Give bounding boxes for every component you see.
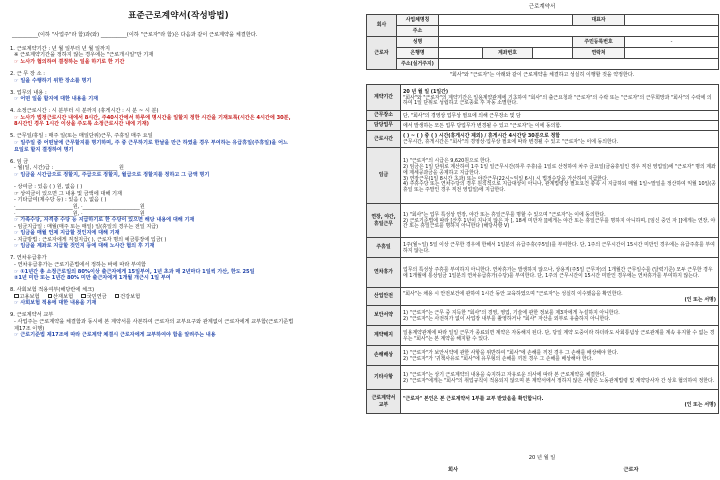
terms-label: 산업안전 [367, 288, 401, 306]
rrn-label: 주민등록번호 [573, 37, 625, 48]
agreement-text: "회사"와 "근로자"는 아래와 같이 근로계약을 체결하고 성실히 이행할 것을 약정한다. [449, 72, 635, 78]
form-footer [364, 455, 720, 473]
section-line: ※ 근로계약기간을 정하지 않는 경우에는 "근로개시일"만 기재 [14, 52, 154, 59]
company-label: 회사 [367, 15, 397, 37]
guide-section [10, 255, 347, 281]
section-heading: 3. 업무의 내용 : [10, 89, 47, 96]
contract-date: 20 년 월 일 [528, 455, 556, 461]
guide-section [10, 184, 347, 250]
section-line: ·______________________원, ·______________________원 [14, 210, 145, 217]
terms-content [401, 148, 719, 204]
terms-content [401, 326, 719, 346]
terms-row [367, 121, 719, 131]
terms-item: 업무의 특성상 주휴를 부여하지 아니한다. 연차휴가는 발생하지 않으나, 상용직(주5일 근무자)의 1개월간 근무일수를 (달력기준) 모두 근무한 경우에 1개월에 통상임금 1일분의 연차유급휴가(수당)를 부여한다. 단, 1주의 근무시간이 15시간 미만인 경우에는 연차휴가를 부여하지 않는다. [403, 266, 713, 279]
company-addr-field[interactable] [439, 26, 719, 37]
terms-content [401, 238, 719, 258]
section-heading: 6. 임 금 [10, 158, 29, 165]
checkbox-label: 고용보험 [19, 293, 40, 300]
checkbox-label: 건강보험 [120, 293, 141, 300]
terms-content [401, 390, 719, 414]
party-table [366, 14, 719, 70]
terms-item: 2) "근로자"가 '귀책사유로 "회사"에 유무형의 손해를 끼친 경우 그 손해를 배상해야 한다. [403, 355, 593, 362]
signature-mark[interactable]: (인 또는 서명) [684, 401, 716, 408]
terms-row [367, 346, 719, 366]
terms-label: 보안서약 [367, 306, 401, 326]
terms-emphasis: ( ) ~ ( ) 중 ( ) 시간(휴게시간 제외) / 휴게시간 4시간당 30분으로 정함 [403, 133, 561, 140]
guide-note: ☞ 노사가 법정근로시간 내에서 8시간, 주40시간에서 하루에 명시간을 일할지 정한 시간을 기재토록(시간은 4시간에 30분, [14, 114, 291, 121]
terms-item: 3) 연장근무(1일 8시간 초과) 또는 야간근무(22시~익일 6시) 시 법정수당을 가산하여 지급한다. [403, 175, 609, 182]
guide-note: ☞ 일을 수행하기 위한 장소를 명기 [14, 77, 92, 84]
guide-note: ☞ 근로기준법 제17조에 따라 근로계약 체결시 근로자에게 교부하여야 함을 알려주는 내용 [14, 332, 216, 339]
bank-label: 은행명 [397, 48, 439, 59]
terms-content [401, 258, 719, 288]
section-heading: 9. 근로계약서 교부 [10, 312, 54, 319]
terms-row [367, 85, 719, 111]
guide-note: ☞ 사회보험 적용에 대한 내용을 기재 [14, 300, 97, 307]
section-line: 제17조 이행) [14, 325, 45, 332]
checkbox[interactable] [48, 294, 53, 299]
terms-label: 담당업무 [367, 121, 401, 131]
checkbox-label: 국민연금 [86, 293, 107, 300]
guide-page [0, 0, 355, 480]
guide-note: ☞ 어떤 일을 할지에 대한 내용을 기재 [14, 96, 99, 103]
terms-content [401, 121, 719, 131]
guide-note: ☞ 가족수당, 자격증 수당 등 지급하기로 한 수당이 있으면 해당 내용에 대해 기재 [14, 217, 195, 224]
terms-item: 1) "근로자"가 보안서약에 관한 사항을 위반하여 "회사"에 손해를 끼친 경우 그 손해를 배상해야 한다. [403, 349, 619, 356]
section-line: - 연차유급휴가는 근로기준법에서 정하는 바에 따라 부여함 [14, 261, 147, 268]
guide-note: ☞ 일주일 중 어떤날에 근무할지를 명기하며, 주 중 근무하기로 한날을 만근 하였을 경우 부여하는 유급휴일(주휴일)을 어느 [14, 140, 288, 147]
company-name-label: 사업체명칭 [397, 15, 439, 26]
terms-row [367, 366, 719, 390]
terms-item: 2) 임금은 1일 단위로 계산하여 1주 1일 일근무시간(하루 주휴)을 1일로 산정하여 차주 금요일(금융휴일인 경우 직전 영업일)에 "근로자" 명의 계좌에 제세공과금을 공제하고 지급한다. [403, 163, 716, 176]
worker-name-field[interactable] [439, 37, 573, 48]
terms-row [367, 238, 719, 258]
terms-emphasis: "근로자" 본인은 본 근로계약서 1부를 교부 받았음을 확인합니다. [403, 395, 544, 402]
terms-label: 계약해지 [367, 326, 401, 346]
phone-label: 연락처 [573, 48, 625, 59]
terms-content [401, 366, 719, 390]
guide-section [10, 46, 347, 66]
guide-note: - 임금지급일 : 매월(매주 또는 매일) 일(휴일의 경우는 전일 지급) [14, 223, 159, 230]
ceo-label: 대표자 [573, 15, 625, 26]
guide-note: ☞ 임금을 매월 언제 지급할 것인지에 대해 기재 [14, 230, 120, 237]
guide-section [10, 287, 347, 307]
terms-label: 기타사항 [367, 366, 401, 390]
section-heading: 5. 근무일/휴일 : 매주 일(또는 매일단위)근무, 주휴일 매주 요일 [10, 133, 153, 140]
guide-title: 표준근로계약서(작성방법) [128, 11, 229, 21]
terms-item: 1) "근로자"는 근무 중 지득한 "회사"의 경영, 영업, 기술에 관한 정보를 제3자에게 누설하지 아니한다. [403, 309, 620, 316]
phone-field[interactable] [625, 48, 719, 59]
checkbox[interactable] [14, 294, 19, 299]
terms-content [401, 111, 719, 121]
section-heading: 2. 근 무 장 소 : [10, 70, 45, 77]
terms-label: 근로계약서 교부 [367, 390, 401, 414]
section-line: ·______________________원, ·______________________원 [14, 203, 145, 210]
terms-row [367, 258, 719, 288]
footer-worker: 근로자 [623, 466, 639, 473]
terms-row [367, 306, 719, 326]
terms-content [401, 346, 719, 366]
guide-note: - 지급방법 : 근로자에게 직접지급( ), 근로자 명의 예금통장에 입금( ) [14, 236, 167, 243]
terms-content [401, 288, 719, 306]
guide-section [10, 159, 347, 179]
contract-period: 20 년 월 일 (1일간) [403, 88, 449, 95]
ceo-field[interactable] [625, 15, 719, 26]
terms-item: 1) "근로자"는 상기 근로계약의 내용을 숙지하고 자유로운 의사에 따라 본 근로계약을 체결한다. [403, 371, 606, 378]
rrn-field[interactable]: - [625, 37, 719, 48]
terms-item: 2) "근로자"는 사전허가 없이 사업장 내부를 촬영하거나 "회사" 자산을 외부로 유출하지 아니한다. [403, 315, 611, 322]
terms-label: 손해배상 [367, 346, 401, 366]
terms-item: 4) 주휴수당 또는 연차수당의 경우 원칙적으로 지급대상이 아니나, 관계법령상 필요요건 충족 시 지급하되 매월 1일~말일을 정산하여 익월 10일(공휴일 또는 주말인 경우 직전 영업일)에 지급한다. [403, 181, 716, 194]
terms-label: 주휴일 [367, 238, 401, 258]
terms-table [366, 84, 719, 414]
section-heading: 7. 연차유급휴가 [10, 255, 47, 262]
guide-note: ☞ 임금을 시간급으로 정할지, 주급으로 정할지, 월급으로 정할지를 정하고 그 금액 명기 [14, 171, 210, 178]
section-line: - 사업주는 근로계약을 체결함과 동시에 본 계약서를 사본하여 근로자의 교부요구와 관계없이 근로자에게 교부함(근로기준법 [14, 319, 294, 326]
guide-sections [10, 46, 347, 339]
terms-item: 2) "근로자"에게는 "회사"의 취업규칙이 적용되지 않으며 본 계약서에서 정하지 않은 사항은 노동관계법령 및 계약당사자 간 상호 협의하여 정한다. [403, 377, 715, 384]
terms-label: 연장, 야간, 휴일근무 [367, 204, 401, 238]
bank-field[interactable] [439, 48, 483, 59]
contract-form-page [364, 0, 720, 480]
guide-note: 8시간인 경우 1시간 이상을 주도록 소정근로시간 내에 기재) [14, 121, 150, 128]
terms-content [401, 204, 719, 238]
section-heading: 8. 사회보험 적용여부(해당란에 체크) [10, 287, 95, 294]
terms-item: "회사"는 채용 시 안전보건에 관하여 1시간 동안 교육하였으며 "근로자"는 성실히 이수했음을 확인한다. [403, 290, 623, 297]
company-name-field[interactable] [439, 15, 573, 26]
terms-label: 연차휴가 [367, 258, 401, 288]
section-line: - 기타급여(제수당 등) : 있음 ( ), 없음 ( ) [14, 197, 107, 204]
section-heading: 1. 근로계약기간 : 년 월 일부터 년 월 일까지 [10, 45, 111, 52]
guide-note: ☞ 노사가 협의하여 결정하는 일을 하기로 한 기간 [14, 58, 125, 65]
terms-row [367, 326, 719, 346]
account-field[interactable] [533, 48, 573, 59]
checkbox-label: 산재보험 [53, 293, 74, 300]
terms-content [401, 306, 719, 326]
terms-text: 근무시간, 휴게시간은 "회사"의 경영상·업무상 필요에 따라 변경될 수 있고 "근로자"는 이에 동의한다. [403, 139, 619, 145]
worker-addr-label: 주소(실거주지) [397, 59, 439, 70]
terms-row [367, 111, 719, 121]
checkbox[interactable] [81, 294, 86, 299]
worker-name-label: 성명 [397, 37, 439, 48]
terms-item: (인 또는 서명) [684, 296, 716, 303]
section-line: - 상여금 : 있음 ( ) 원, 없음 ( ) [14, 183, 83, 190]
terms-item: 1) "회사"는 업무 특성상 연장, 야간 또는 휴일근무를 명할 수 있으며 "근로자"는 이에 동의한다. [403, 211, 606, 218]
section-heading: 4. 소정근로시간 : 시 분부터 시 분까지 (휴게시간 : 시 분 ~ 시 분) [10, 108, 159, 115]
checkbox[interactable] [115, 294, 120, 299]
worker-label: 근로자 [367, 37, 397, 70]
guide-note: ☞ ①1년간 총 소정근로일의 80%이상 출근자에게 15일부여, 1년 초과 매 2년마다 1일씩 가산, 한도 25일 [14, 268, 255, 275]
terms-item: 일용계약관계에 따라 일일 근무가 종료되면 계약은 자동해지 된다. 단, 당일 계약 도중이라 하더라도 사회통념상 근로관계를 계속 유지할 수 없는 경우는 "회사"는 본 계약을 해지할 수 있다. [403, 329, 715, 342]
terms-text: "회사"와 "근로자"의 계약기간은 일용계약관계에 기초하여 "회사"의 출근요청과 "근로자"의 수락 또는 "근로자"의 근무희망과 "회사"의 수락에 의하여 1일 단위로 성립하고 근로종료 후 자동 소멸한다. [403, 94, 712, 107]
terms-label: 임금 [367, 148, 401, 204]
account-label: 계좌번호 [483, 48, 533, 59]
guide-section [10, 90, 347, 103]
terms-item: 1) "근로자"의 시급은 9,620원으로 한다. [403, 157, 491, 164]
terms-item: 2) 근로기준법에 따라 [산후 1년이 지나지 않은 자 ], 18세 미만자 ]]에게는 야간 또는 휴일근무를 명하지 아니하며, [임신 중인 자 ]]에게는 연장, 야간 또는 휴일근로를 명하지 아니한다 (해당사항 V) [403, 217, 716, 230]
guide-intro: __________(이하 "사업주"라 함)과(와) __________(이하 "근로자"라 함)은 다음과 같이 근로계약을 체결한다. [12, 31, 258, 38]
company-addr-label: 주소 [397, 26, 439, 37]
terms-text: 에서 발생하는 모든 업무 당업무가 변경될 수 있고 "근로자"는 이에 동의함. [403, 122, 562, 129]
guide-section [10, 133, 347, 153]
guide-note: ②1년 미만 또는 1년간 80% 미만 출근자에게 1개월 개근시 1일 부여 [14, 275, 171, 282]
terms-content [401, 131, 719, 148]
guide-note: ☞ 임금을 계좌로 지급할 것인지 등에 대해 노사간 협의 후 기재 [14, 243, 155, 250]
terms-label: 근로시간 [367, 131, 401, 148]
terms-row [367, 131, 719, 148]
terms-row [367, 148, 719, 204]
footer-company: 회사 [447, 466, 459, 473]
terms-row [367, 288, 719, 306]
terms-content [401, 85, 719, 111]
terms-label: 계약기간 [367, 85, 401, 111]
terms-text: 단, "회사"의 경영상 업무상 필요에 의해 근무장소 및 담 [403, 112, 521, 119]
section-line: - 월(일, 시간)급 : ________________________ 원 [14, 165, 124, 172]
terms-row [367, 204, 719, 238]
terms-row [367, 390, 719, 414]
worker-addr-field[interactable] [439, 59, 719, 70]
guide-section [10, 71, 347, 84]
guide-note: 요일로 할지 결정하여 명기 [14, 146, 74, 153]
guide-section [10, 108, 347, 128]
terms-label: 근무장소 [367, 111, 401, 121]
terms-item: 1주(월~일) 5일 이상 근무한 경우에 한해서 1일분의 유급주휴(주5일)를 부여한다. 단, 1주의 근무시간이 15시간 미만인 경우에는 유급주휴를 부여하지 않는다. [403, 241, 715, 254]
section-line: ☞ 상여금이 있으면 그 내용 및 금액에 대해 기재 [14, 190, 123, 197]
guide-section [10, 312, 347, 338]
form-title: 근로계약서 [528, 4, 556, 10]
